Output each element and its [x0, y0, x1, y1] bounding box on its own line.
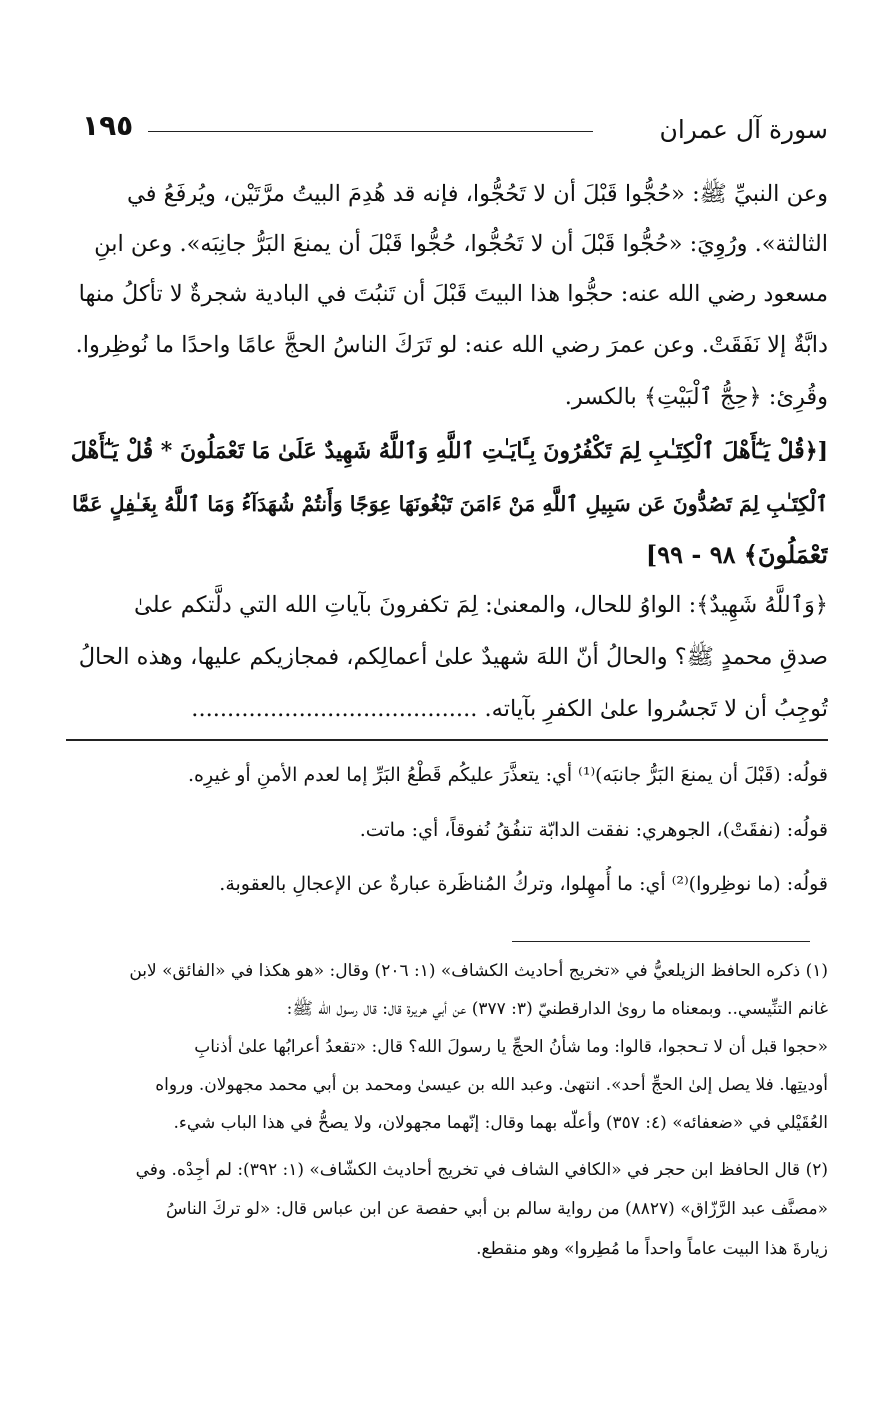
footnote-line: «حجوا قبل أن لا تـحجوا، قالوا: وما شأنُ الحجِّ يا رسولَ الله؟ قال: «تقعدُ أعرابُها علىٰ أذنابِ	[194, 1037, 828, 1057]
body-line: وعن النبيِّ ﷺ: «حُجُّوا قَبْلَ أن لا تَحُجُّوا، فإنه قد هُدِمَ البيتُ مرَّتَيْن، ويُرفَعُ في	[126, 181, 828, 207]
footnote-line: أوديتِها. فلا يصل إلىٰ الحجِّ أحد». انتهىٰ. وعبد الله بن عيسىٰ ومحمد بن أبي محمد مجهولان. ورواه	[155, 1075, 828, 1095]
quran-verse-line: [﴿قُلْ يَـٰٓأَهْلَ ٱلْكِتَـٰبِ لِمَ تَكْفُرُونَ بِـَٔايَـٰتِ ٱللَّهِ وَٱللَّهُ شَهِيدٌ عَلَىٰ مَا تَعْمَلُونَ * قُلْ يَـٰٓأَهْلَ	[70, 438, 828, 464]
footnote-divider	[512, 941, 810, 942]
footnote-line: العُقَيْلي في «ضعفائه» (٤: ٣٥٧) وأعلّه بهما وقال: إنّهما مجهولان، ولا يصحُّ في هذا الباب شيء.	[173, 1113, 828, 1133]
footnote-line: «مصنَّف عبد الرَّزّاق» (٨٨٢٧) من رواية سالم بن أبي حفصة عن ابن عباس قال: «لو تركَ الناسُ	[166, 1199, 828, 1219]
body-line: دابَّةٌ إلا نَفَقَتْ. وعن عمرَ رضي الله عنه: لو تَرَكَ الناسُ الحجَّ عامًا واحدًا ما نُوظِروا.	[75, 332, 828, 358]
footnote-line: زيارةَ هذا البيت عاماً واحداً ما مُطِروا» وهو منقطع.	[476, 1239, 828, 1259]
footnote-line: (٢) قال الحافظ ابن حجر في «الكافي الشاف في تخريج أحاديث الكشّاف» (١: ٣٩٢): لم أجِدْه. وفي	[135, 1160, 828, 1180]
footnote-line: (١) ذكره الحافظ الزيلعيُّ في «تخريج أحاديث الكشاف» (١: ٢٠٦) وقال: «هو هكذا في «الفائق» لابن	[129, 961, 828, 981]
body-line: الثالثة». ورُوِيَ: «حُجُّوا قَبْلَ أن لا تَحُجُّوا، حُجُّوا قَبْلَ أن يمنعَ البَرُّ جانِبَه». وعن ابنِ	[94, 231, 828, 257]
body-line: مسعود رضي الله عنه: حجُّوا هذا البيتَ قَبْلَ أن تَنبُتَ في البادية شجرةٌ لا تأكلُ منها	[78, 281, 828, 307]
gloss-note: قولُه: (ما نوظِروا)⁽²⁾ أي: ما أُمهِلوا، وتركُ المُناظَرة عبارةٌ عن الإعجالِ بالعقوبة.	[219, 873, 828, 895]
footnote-line: غانم التنِّيسي.. وبمعناه ما روىٰ الدارقطنيّ (٣: ٣٧٧) عن أبي هريرة قال: قال رسول الله ﷺ:	[286, 999, 828, 1019]
page-number: ١٩٥	[82, 109, 134, 142]
commentary-line: ﴿وَٱللَّهُ شَهِيدٌ﴾: الواوُ للحال، والمعنىٰ: لِمَ تكفرونَ بآياتِ الله التي دلَّتكم علىٰ	[133, 592, 828, 618]
quran-verse-line: تَعْمَلُونَ﴾ ٩٨ - ٩٩]	[645, 540, 828, 569]
commentary-line: صدقِ محمدٍ ﷺ؟ والحالُ أنّ اللهَ شهيدٌ علىٰ أعمالِكم، فمجازيكم عليها، وهذه الحالُ	[78, 644, 828, 670]
quran-verse-line: ٱلْكِتَـٰبِ لِمَ تَصُدُّونَ عَن سَبِيلِ ٱللَّهِ مَنْ ءَامَنَ تَبْغُونَهَا عِوَجًا وَأَنتُمْ شُهَدَآءُ وَمَا ٱللَّهُ بِغَـٰفِلٍ عَمَّا	[72, 492, 828, 516]
header-divider	[148, 131, 593, 132]
section-divider	[66, 739, 828, 741]
commentary-line: تُوجِبُ أن لا تَجسُروا علىٰ الكفرِ بآياته. ........................................	[191, 696, 828, 722]
page-header	[68, 105, 828, 149]
gloss-note: قولُه: (قَبْلَ أن يمنعَ البَرُّ جانبَه)⁽¹⁾ أي: يتعذَّرَ عليكُم قَطْعُ البَرِّ إما لعدم الأمنِ أو غيرِه.	[188, 764, 828, 786]
body-line: وقُرِئ: ﴿حِجُّ ٱلْبَيْتِ﴾ بالكسر.	[564, 384, 828, 410]
surah-title: سورة آل عمران	[659, 115, 828, 144]
gloss-note: قولُه: (نفقَتْ)، الجوهري: نفقت الدابّة تنفُقُ نُفوقاً، أي: ماتت.	[359, 819, 828, 841]
